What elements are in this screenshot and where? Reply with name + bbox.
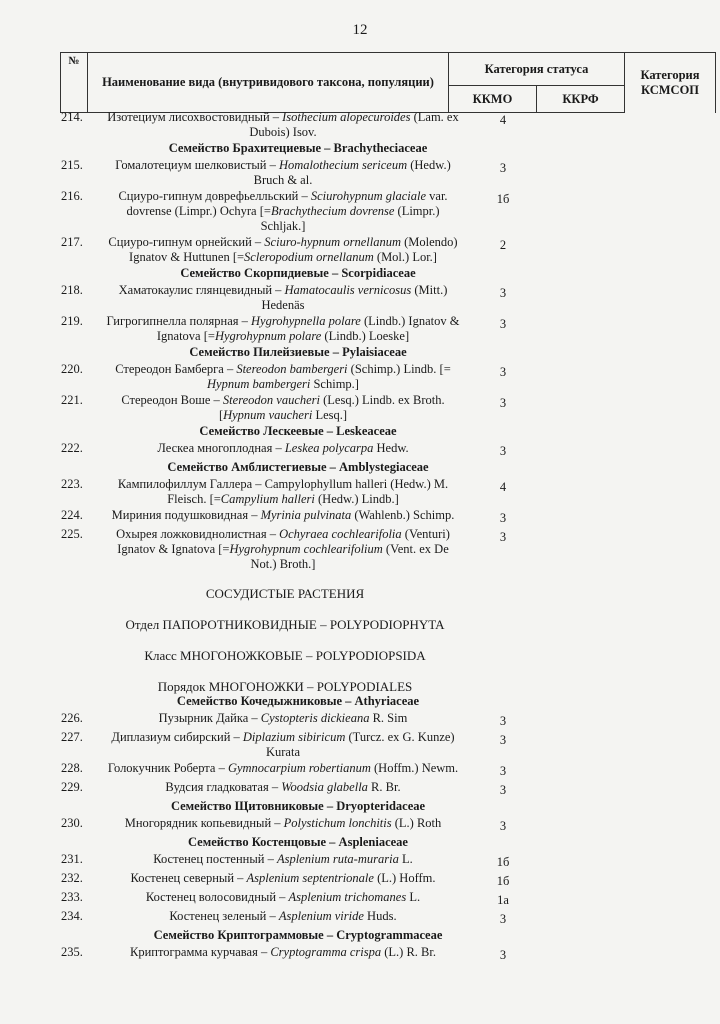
- species-author: (Molendo) Ignatov & Huttunen [=: [129, 235, 458, 264]
- species-name: [103, 235, 463, 265]
- page-number: 12: [352, 22, 368, 38]
- species-author: (Venturi) Ignatov & Ignatova [=: [117, 527, 450, 556]
- species-latin: Sciuro-hypnum ornellanum: [264, 235, 401, 249]
- species-latin: Asplenium viride: [278, 909, 364, 923]
- species-synonym: Hypnum vaucheri: [223, 408, 313, 422]
- species-russian: Кампилофиллум Галлера – Campylophyllum halleri (Hedw.) M. Fleisch. [=: [117, 477, 449, 506]
- species-number: 228.: [61, 761, 83, 775]
- species-synonym-author: (Vent. ex De Not.) Broth.]: [250, 542, 449, 571]
- kkmo-category: 1б: [496, 874, 510, 888]
- family-heading: Семейство Кочедыжниковые – Athyriaceae: [176, 694, 420, 708]
- species-synonym: Hygrohypnum cochlearifolium: [229, 542, 383, 556]
- species-russian: Пузырник Дайка –: [158, 711, 261, 725]
- species-author: (L.) Hoffm.: [373, 871, 436, 885]
- species-number: 223.: [61, 477, 83, 491]
- species-latin: Diplazium sibiricum: [242, 730, 346, 744]
- species-name: [103, 508, 463, 526]
- species-name: [103, 158, 463, 188]
- species-row: [55, 816, 695, 834]
- kkmo-category: 3: [499, 396, 507, 410]
- species-number: 219.: [61, 314, 83, 328]
- species-name: [103, 527, 463, 572]
- species-number: 224.: [61, 508, 83, 522]
- kkmo-category: 3: [499, 530, 507, 544]
- species-name: [103, 283, 463, 313]
- kkmo-category: 3: [499, 819, 507, 833]
- species-name: [103, 441, 463, 459]
- species-russian: Охырея ложковиднолистная –: [116, 527, 280, 541]
- species-latin: Hygrohypnella polare: [251, 314, 361, 328]
- species-row: [55, 871, 695, 889]
- species-number: 235.: [61, 945, 83, 959]
- kkmo-category: 3: [499, 714, 507, 728]
- species-latin: Leskea polycarpa: [284, 441, 374, 455]
- species-latin: Homalothecium sericeum: [279, 158, 408, 172]
- species-synonym-author: (Lindb.) Loeske]: [321, 329, 410, 343]
- species-number: 214.: [61, 110, 83, 124]
- species-synonym-author: (Mol.) Lor.]: [373, 250, 437, 264]
- species-author: (Hedw.) Lindb.]: [314, 492, 399, 506]
- species-author: (L.) Roth: [391, 816, 442, 830]
- species-russian: Многорядник копьевидный –: [124, 816, 284, 830]
- kkmo-category: 3: [499, 783, 507, 797]
- species-number: 216.: [61, 189, 83, 203]
- species-synonym-author: Schimp.]: [310, 377, 359, 391]
- header-kkrf: ККРФ: [537, 86, 625, 113]
- family-heading: Семейство Щитовниковые – Dryopteridaceae: [170, 799, 426, 813]
- species-latin: Myrinia pulvinata: [260, 508, 352, 522]
- species-number: 233.: [61, 890, 83, 904]
- species-number: 229.: [61, 780, 83, 794]
- species-latin: Asplenium septentrionale: [246, 871, 374, 885]
- species-russian: Изотециум лисохвостовидный –: [107, 110, 283, 124]
- species-row: [55, 110, 695, 140]
- species-latin: Sciurohypnum glaciale: [310, 189, 427, 203]
- species-name: [103, 761, 463, 779]
- species-author: (Wahlenb.) Schimp.: [351, 508, 455, 522]
- species-number: 222.: [61, 441, 83, 455]
- kkmo-category: 3: [499, 161, 507, 175]
- species-name: [103, 871, 463, 889]
- species-number: 218.: [61, 283, 83, 297]
- species-latin: Cryptogramma crispa: [270, 945, 382, 959]
- species-russian: Сциуро-гипнум орнейский –: [108, 235, 265, 249]
- kkmo-category: 4: [499, 113, 507, 127]
- kkmo-category: 3: [499, 764, 507, 778]
- species-russian: Криптограмма курчавая –: [130, 945, 271, 959]
- species-synonym: Brachythecium dovrense: [270, 204, 395, 218]
- species-row: [55, 393, 695, 423]
- kkmo-category: 3: [499, 317, 507, 331]
- species-name: [103, 945, 463, 963]
- species-author: L.: [398, 852, 413, 866]
- species-number: 226.: [61, 711, 83, 725]
- species-latin: Asplenium trichomanes: [288, 890, 407, 904]
- species-author: (Turcz. ex G. Kunze) Kurata: [265, 730, 455, 759]
- species-name: [103, 816, 463, 834]
- species-number: 215.: [61, 158, 83, 172]
- species-author: R. Br.: [367, 780, 401, 794]
- species-number: 230.: [61, 816, 83, 830]
- taxon-heading: Отдел ПАПОРОТНИКОВИДНЫЕ – POLYPODIOPHYTA: [125, 617, 445, 632]
- species-author: (Mitt.) Hedenäs: [261, 283, 448, 312]
- species-number: 220.: [61, 362, 83, 376]
- species-number: 231.: [61, 852, 83, 866]
- species-row: [55, 362, 695, 392]
- species-author: (Lam. ex Dubois) Isov.: [249, 110, 459, 139]
- species-name: [103, 314, 463, 344]
- header-ksmsop: Категория КСМСОП: [625, 53, 716, 113]
- species-number: 225.: [61, 527, 83, 541]
- family-heading: Семейство Амблистегиевые – Amblystegiaceae: [167, 460, 429, 474]
- kkmo-category: 3: [499, 948, 507, 962]
- species-author: (Hoffm.) Newm.: [370, 761, 459, 775]
- species-latin: Isothecium alopecuroides: [282, 110, 411, 124]
- species-row: [55, 477, 695, 507]
- family-heading: Семейство Криптограммовые – Cryptogrammaceae: [153, 928, 443, 942]
- species-russian: Вудсия гладковатая –: [165, 780, 282, 794]
- species-number: 232.: [61, 871, 83, 885]
- taxon-heading: Класс МНОГОНОЖКОВЫЕ – POLYPODIOPSIDA: [144, 648, 426, 663]
- kkmo-category: 3: [499, 733, 507, 747]
- kkmo-category: 1б: [496, 192, 510, 206]
- species-latin: Hamatocaulis vernicosus: [284, 283, 412, 297]
- species-number: 234.: [61, 909, 83, 923]
- species-author: L.: [406, 890, 421, 904]
- species-number: 227.: [61, 730, 83, 744]
- species-author: (L.) R. Br.: [381, 945, 436, 959]
- species-row: [55, 780, 695, 798]
- species-author: (Lesq.) Lindb. ex Broth. [: [218, 393, 445, 422]
- species-row: [55, 909, 695, 927]
- species-name: [103, 477, 463, 507]
- species-row: [55, 761, 695, 779]
- species-row: [55, 235, 695, 265]
- species-russian: Костенец волосовидный –: [145, 890, 289, 904]
- species-author: R. Sim: [369, 711, 408, 725]
- species-latin: Polystichum lonchitis: [283, 816, 392, 830]
- species-russian: Голокучник Роберта –: [107, 761, 228, 775]
- species-name: [103, 711, 463, 729]
- species-synonym: Hygrohypnum polare: [214, 329, 322, 343]
- header-status-category: Категория статуса: [449, 53, 625, 86]
- species-russian: Костенец постенный –: [153, 852, 277, 866]
- species-name: [103, 852, 463, 870]
- family-heading: Семейство Пилейзиевые – Pylaisiaceae: [189, 345, 407, 359]
- species-author: Hedw.: [373, 441, 409, 455]
- header-name: Наименование вида (внутривидового таксона, популяции): [88, 53, 449, 113]
- kkmo-category: 3: [499, 511, 507, 525]
- family-heading: Семейство Скорпидиевые – Scorpidiaceae: [180, 266, 416, 280]
- family-heading: Семейство Брахитециевые – Brachytheciaceae: [168, 141, 428, 155]
- species-latin: Woodsia glabella: [281, 780, 368, 794]
- species-number: 217.: [61, 235, 83, 249]
- header-num: №: [61, 53, 88, 113]
- kkmo-category: 1б: [496, 855, 510, 869]
- species-row: [55, 730, 695, 760]
- species-russian: Гомалотециум шелковистый –: [115, 158, 279, 172]
- species-name: [103, 189, 463, 234]
- species-latin: Stereodon vaucheri: [222, 393, 320, 407]
- species-name: [103, 909, 463, 927]
- species-name: [103, 730, 463, 760]
- species-latin: Cystopteris dickieana: [260, 711, 370, 725]
- kkmo-category: 3: [499, 912, 507, 926]
- species-row: [55, 314, 695, 344]
- species-row: [55, 508, 695, 526]
- species-row: [55, 711, 695, 729]
- species-russian: Костенец северный –: [130, 871, 247, 885]
- species-synonym: Hypnum bambergeri: [207, 377, 311, 391]
- species-russian: Диплазиум сибирский –: [111, 730, 243, 744]
- species-russian: Костенец зеленый –: [169, 909, 279, 923]
- species-latin: Ochyraea cochlearifolia: [279, 527, 402, 541]
- species-author: (Hedw.) Bruch & al.: [253, 158, 451, 187]
- order-heading: Порядок МНОГОНОЖКИ – POLYPODIALES: [157, 679, 413, 694]
- species-author: (Schimp.) Lindb. [=: [347, 362, 451, 376]
- species-synonym: Scleropodium ornellanum: [244, 250, 374, 264]
- species-row: [55, 890, 695, 908]
- species-synonym-author: Lesq.]: [312, 408, 348, 422]
- species-row: [55, 852, 695, 870]
- kkmo-category: 3: [499, 444, 507, 458]
- species-name: [103, 110, 463, 140]
- species-russian: Лескеа многоплодная –: [157, 441, 285, 455]
- species-name: [103, 393, 463, 423]
- species-latin: Campylium halleri: [220, 492, 315, 506]
- kkmo-category: 1а: [497, 893, 509, 907]
- species-row: [55, 527, 695, 572]
- section-heading: СОСУДИСТЫЕ РАСТЕНИЯ: [205, 586, 365, 601]
- species-latin: Stereodon bambergeri: [236, 362, 348, 376]
- species-row: [55, 158, 695, 188]
- species-row: [55, 189, 695, 234]
- species-russian: Мириния подушковидная –: [111, 508, 261, 522]
- species-latin: Asplenium ruta-muraria: [276, 852, 399, 866]
- species-author: Huds.: [363, 909, 397, 923]
- species-list: [55, 110, 695, 964]
- species-row: [55, 441, 695, 459]
- species-author: (Lindb.) Ignatov & Ignatova [=: [156, 314, 460, 343]
- species-row: [55, 283, 695, 313]
- species-name: [103, 362, 463, 392]
- family-heading: Семейство Лескеевые – Leskeaceae: [199, 424, 397, 438]
- kkmo-category: 2: [499, 238, 507, 252]
- species-russian: Стереодон Бамберга –: [115, 362, 237, 376]
- species-name: [103, 780, 463, 798]
- kkmo-category: 4: [499, 480, 507, 494]
- species-russian: Хаматокаулис глянцевидный –: [118, 283, 285, 297]
- species-row: [55, 945, 695, 963]
- species-russian: Стереодон Воше –: [121, 393, 223, 407]
- kkmo-category: 3: [499, 286, 507, 300]
- species-number: 221.: [61, 393, 83, 407]
- species-author: var. dovrense (Limpr.) Ochyra [=: [126, 189, 448, 218]
- species-synonym-author: (Limpr.) Schljak.]: [260, 204, 440, 233]
- kkmo-category: 3: [499, 365, 507, 379]
- header-kkmo: ККМО: [449, 86, 537, 113]
- species-latin: Gymnocarpium robertianum: [227, 761, 371, 775]
- species-russian: Гигрогипнелла полярная –: [106, 314, 252, 328]
- family-heading: Семейство Костенцовые – Aspleniaceae: [188, 835, 408, 849]
- species-name: [103, 890, 463, 908]
- table-header: [60, 52, 716, 113]
- species-russian: Сциуро-гипнум доврефьелльский –: [118, 189, 311, 203]
